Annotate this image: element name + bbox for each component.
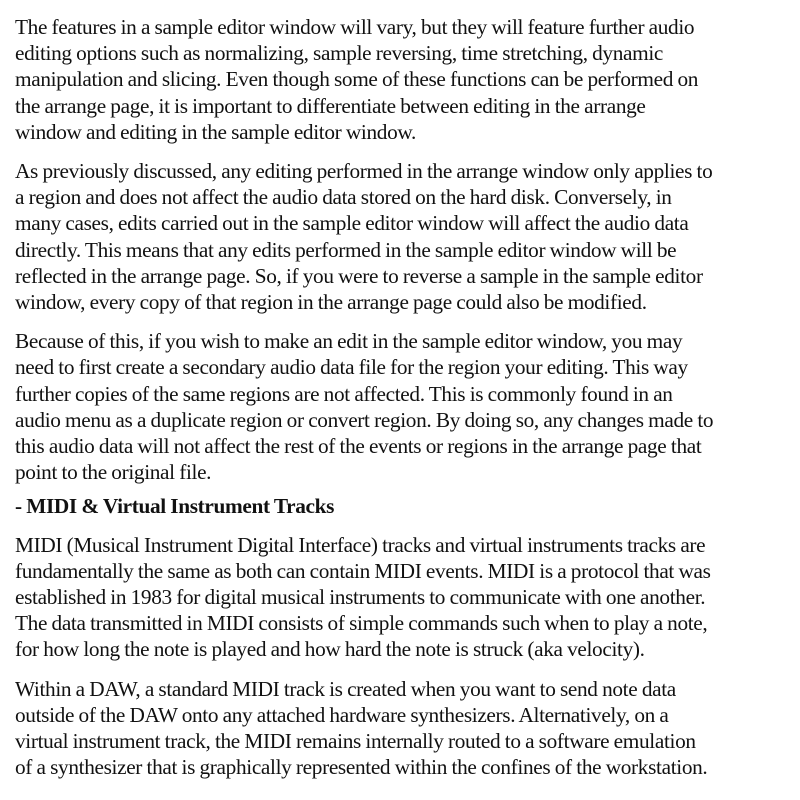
text-line: Within a DAW, a standard MIDI track is created when you want to send note data <box>15 676 676 701</box>
paragraph-sample-editor-features <box>15 14 792 145</box>
section-heading-midi-tracks: - MIDI & Virtual Instrument Tracks <box>15 494 335 519</box>
paragraph-arrange-vs-sample-editing <box>15 158 792 315</box>
text-line: virtual instrument track, the MIDI remains internally routed to a software emulation <box>15 729 696 754</box>
paragraph-secondary-audio-file <box>15 328 792 485</box>
text-line: this audio data will not affect the rest of the events or regions in the arrange page that <box>15 434 702 459</box>
text-line: manipulation and slicing. Even though some of these functions can be performed on <box>15 67 699 92</box>
text-line: established in 1983 for digital musical instruments to communicate with one another. <box>15 585 706 610</box>
text-line: directly. This means that any edits performed in the sample editor window will be <box>15 237 677 262</box>
text-line: audio menu as a duplicate region or convert region. By doing so, any changes made to <box>15 407 714 432</box>
text-line: editing options such as normalizing, sample reversing, time stretching, dynamic <box>15 41 664 66</box>
text-line: The features in a sample editor window will vary, but they will feature further audio <box>15 15 695 39</box>
text-line: further copies of the same regions are not affected. This is commonly found in an <box>15 381 673 406</box>
text-line: for how long the note is played and how hard the note is struck (aka velocity). <box>15 637 645 662</box>
text-line: window, every copy of that region in the arrange page could also be modified. <box>15 290 647 315</box>
paragraph-midi-definition <box>15 532 792 663</box>
text-line: need to first create a secondary audio data file for the region your editing. This way <box>15 355 688 380</box>
paragraph-midi-in-daw <box>15 676 792 781</box>
text-line: a region and does not affect the audio data stored on the hard disk. Conversely, in <box>15 185 672 210</box>
text-line: MIDI (Musical Instrument Digital Interface) tracks and virtual instruments tracks are <box>15 532 706 557</box>
text-line: window and editing in the sample editor window. <box>15 119 416 144</box>
text-line: the arrange page, it is important to differentiate between editing in the arrange <box>15 93 646 118</box>
text-line: outside of the DAW onto any attached hardware synthesizers. Alternatively, on a <box>15 702 669 727</box>
text-line: Because of this, if you wish to make an edit in the sample editor window, you may <box>15 329 683 354</box>
text-line: As previously discussed, any editing performed in the arrange window only applies to <box>15 159 713 184</box>
text-line: of a synthesizer that is graphically represented within the confines of the workstation. <box>15 755 708 780</box>
text-line: reflected in the arrange page. So, if you were to reverse a sample in the sample editor <box>15 263 703 288</box>
text-line: fundamentally the same as both can contain MIDI events. MIDI is a protocol that was <box>15 558 711 583</box>
text-line: many cases, edits carried out in the sample editor window will affect the audio data <box>15 211 689 236</box>
text-line: point to the original file. <box>15 460 212 485</box>
text-line: The data transmitted in MIDI consists of simple commands such when to play a note, <box>15 611 708 636</box>
